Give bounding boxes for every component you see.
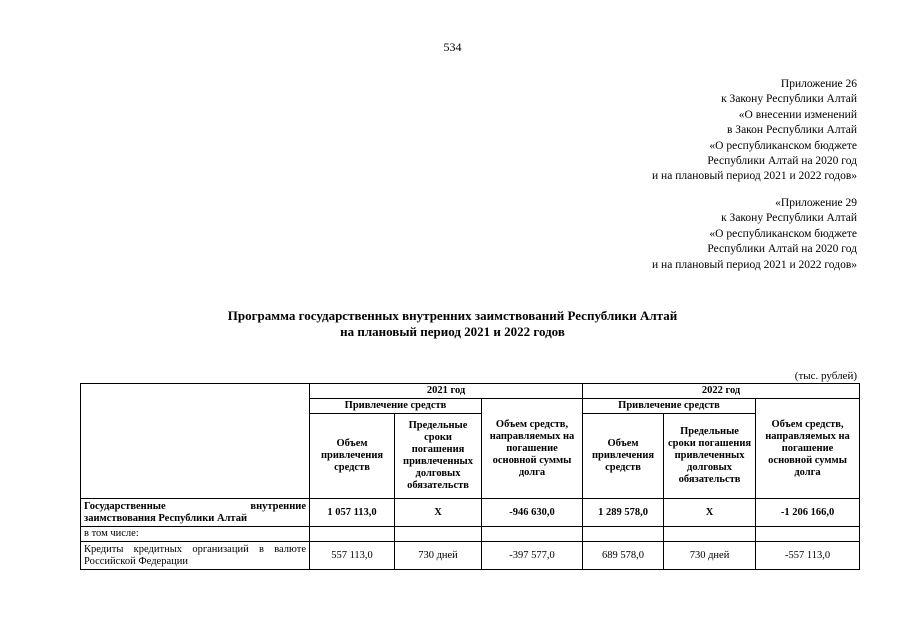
cell-terms-2021: Х bbox=[395, 499, 482, 527]
cell-repay-2021: -946 630,0 bbox=[482, 499, 583, 527]
cell-terms-2021: 730 дней bbox=[395, 542, 482, 570]
cell-volume-2021: 557 113,0 bbox=[310, 542, 395, 570]
appendix-line: к Закону Республики Алтай bbox=[721, 93, 857, 106]
cell-repay-2022: -557 113,0 bbox=[756, 542, 860, 570]
document-title bbox=[0, 308, 905, 340]
appendix-line: и на плановый период 2021 и 2022 годов» bbox=[652, 258, 857, 271]
appendix-line: и на плановый период 2021 и 2022 годов» bbox=[652, 170, 857, 183]
appendix-header-26 bbox=[652, 77, 857, 185]
appendix-line: Республики Алтай на 2020 год bbox=[707, 155, 857, 168]
title-line-2: на плановый период 2021 и 2022 годов bbox=[340, 324, 565, 339]
row-name-bank-credits: Кредиты кредитных организаций в валюте Российской Федерации bbox=[81, 542, 310, 570]
name-word: Государственные bbox=[84, 500, 166, 512]
cell-volume-2022: 1 289 578,0 bbox=[583, 499, 664, 527]
empty-cell bbox=[395, 527, 482, 542]
table-row-including bbox=[81, 527, 860, 542]
empty-cell bbox=[583, 527, 664, 542]
borrowing-program-table bbox=[80, 383, 860, 570]
header-terms-2021: Предельные сроки погашения привлеченных долговых обязательств bbox=[395, 414, 482, 499]
empty-cell bbox=[756, 527, 860, 542]
appendix-line: «Приложение 29 bbox=[775, 197, 857, 209]
header-year-2022: 2022 год bbox=[583, 384, 860, 399]
cell-repay-2021: -397 577,0 bbox=[482, 542, 583, 570]
row-name-including: в том числе: bbox=[81, 527, 310, 542]
appendix-line: к Закону Республики Алтай bbox=[721, 212, 857, 225]
name-word: внутренние bbox=[250, 500, 306, 512]
title-line-1: Программа государственных внутренних заимствований Республики Алтай bbox=[227, 308, 678, 323]
header-attraction-2021: Привлечение средств bbox=[310, 399, 482, 414]
header-row-years bbox=[81, 384, 860, 399]
cell-terms-2022: Х bbox=[664, 499, 756, 527]
empty-cell bbox=[664, 527, 756, 542]
cell-volume-2021: 1 057 113,0 bbox=[310, 499, 395, 527]
cell-repay-2022: -1 206 166,0 bbox=[756, 499, 860, 527]
appendix-line: «О республиканском бюджете bbox=[709, 139, 857, 152]
table-row-bank-credits bbox=[81, 542, 860, 570]
page-number: 534 bbox=[443, 40, 462, 54]
empty-cell bbox=[482, 527, 583, 542]
cell-volume-2022: 689 578,0 bbox=[583, 542, 664, 570]
appendix-line: «О республиканском бюджете bbox=[709, 227, 857, 240]
header-terms-2022: Предельные сроки погашения привлеченных долговых обязательств bbox=[664, 414, 756, 499]
appendix-line: в Закон Республики Алтай bbox=[727, 124, 857, 137]
appendix-header-29 bbox=[652, 196, 857, 273]
appendix-line: Республики Алтай на 2020 год bbox=[707, 243, 857, 256]
header-volume-2022: Объем привлечения средств bbox=[583, 414, 664, 499]
table-row-total bbox=[81, 499, 860, 527]
row-name-total bbox=[81, 499, 310, 527]
empty-cell bbox=[310, 527, 395, 542]
header-repay-2021: Объем средств, направляемых на погашение основной суммы долга bbox=[482, 399, 583, 499]
header-attraction-2022: Привлечение средств bbox=[583, 399, 756, 414]
units-label: (тыс. рублей) bbox=[794, 370, 857, 382]
header-year-2021: 2021 год bbox=[310, 384, 583, 399]
cell-terms-2022: 730 дней bbox=[664, 542, 756, 570]
header-blank-cell bbox=[81, 384, 310, 499]
name-word: заимствования Республики Алтай bbox=[84, 512, 248, 524]
appendix-line: «О внесении изменений bbox=[738, 108, 857, 121]
header-repay-2022: Объем средств, направляемых на погашение основной суммы долга bbox=[756, 399, 860, 499]
appendix-line: Приложение 26 bbox=[780, 78, 857, 90]
header-volume-2021: Объем привлечения средств bbox=[310, 414, 395, 499]
